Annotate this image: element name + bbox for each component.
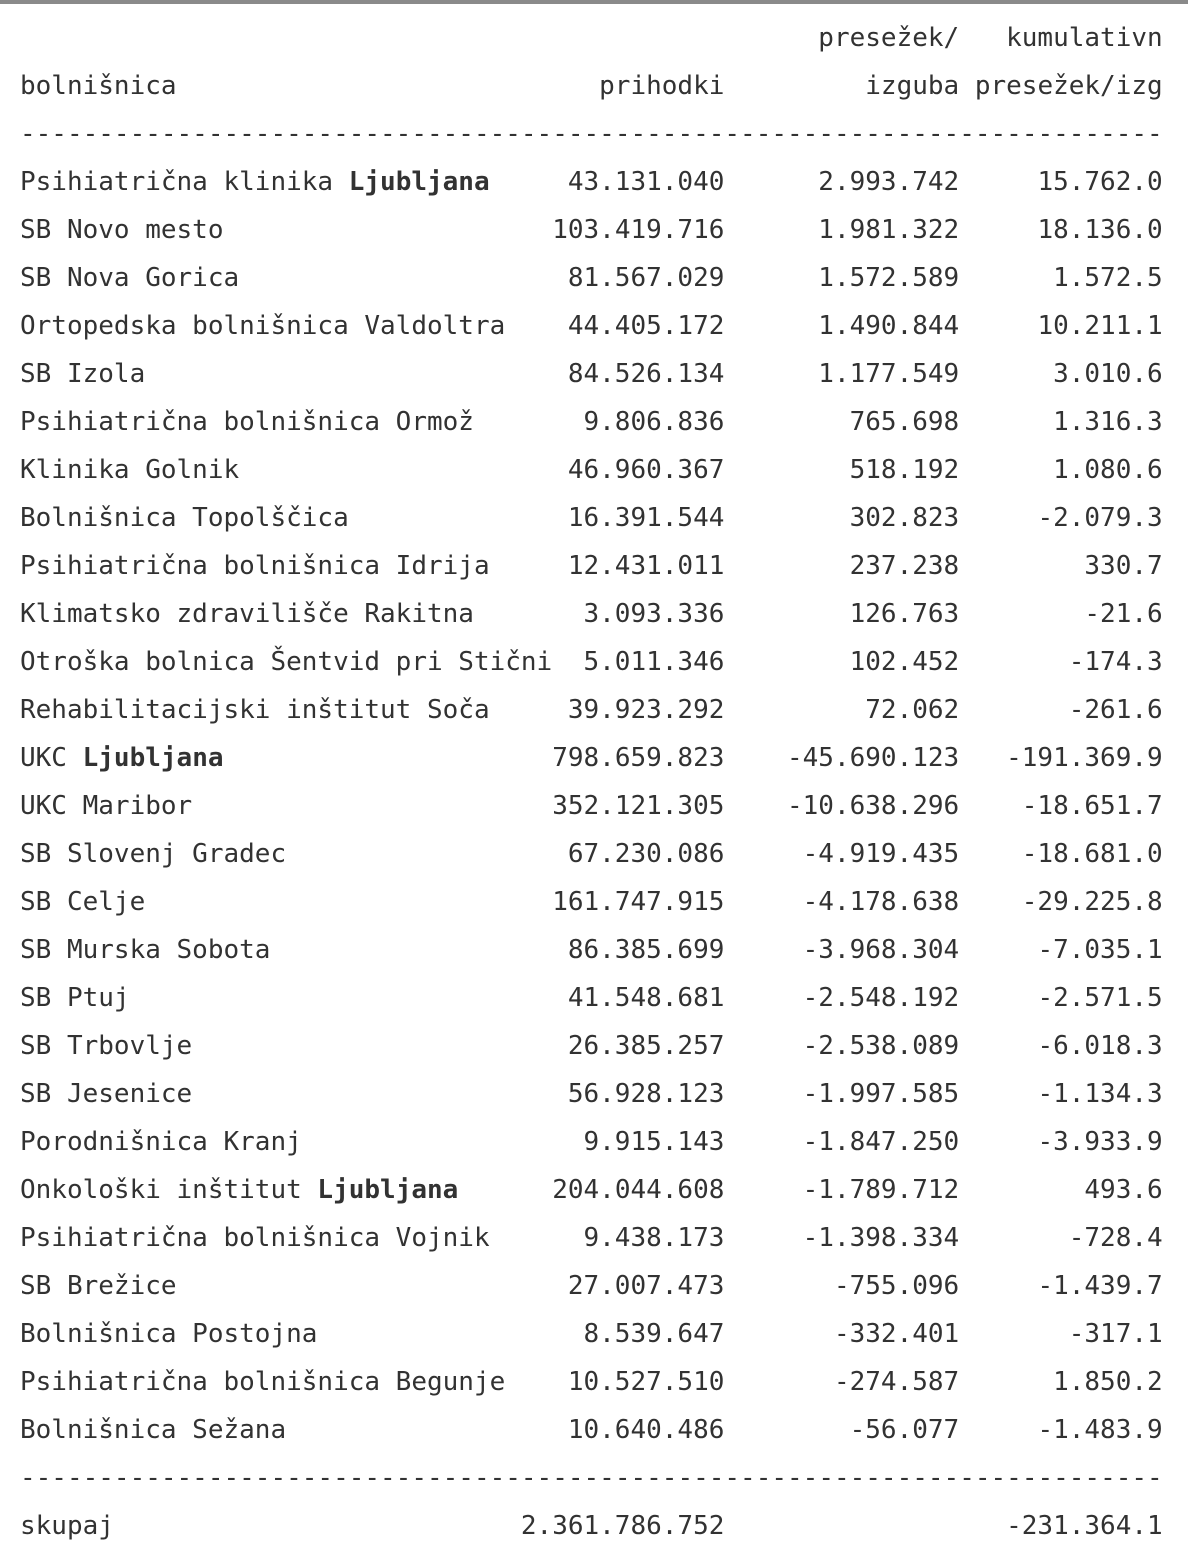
presezek-izguba-value: -45.690.123 [787, 743, 960, 773]
hospital-name-text: Psihiatrična bolnišnica Ormož [20, 407, 474, 437]
table-row [20, 398, 1168, 446]
row-cell-left [20, 158, 724, 206]
presezek-izguba-value: -2.538.089 [802, 1031, 960, 1061]
hospital-name [20, 590, 474, 638]
prihodki-value: 3.093.336 [583, 599, 725, 629]
table-row [20, 302, 1168, 350]
hospital-name [20, 398, 474, 446]
table-row [20, 1166, 1168, 1214]
kumulativ-value: 493.6 [1084, 1175, 1163, 1205]
prihodki-value: 27.007.473 [567, 1271, 725, 1301]
row-cell-left [20, 254, 724, 302]
kumulativ-value: -21.6 [1084, 599, 1163, 629]
hospital-name [20, 1166, 458, 1214]
presezek-izguba-value: -4.919.435 [802, 839, 960, 869]
prihodki-value: 41.548.681 [567, 983, 725, 1013]
presezek-izguba-value: 518.192 [849, 455, 960, 485]
hospital-name [20, 494, 349, 542]
row-cell-left [20, 1310, 724, 1358]
prihodki-value: 67.230.086 [567, 839, 725, 869]
hospital-name-text: SB Brežice [20, 1271, 177, 1301]
table-row [20, 878, 1168, 926]
kumulativ-value: -3.933.9 [1037, 1127, 1163, 1157]
row-cell-left [20, 734, 724, 782]
kumulativ-value: 10.211.1 [1037, 311, 1163, 341]
kumulativ-value: 1.080.6 [1053, 455, 1163, 485]
kumulativ-value: -6.018.3 [1037, 1031, 1163, 1061]
hospital-name-text: Ortopedska bolnišnica Valdoltra [20, 311, 506, 341]
table-row [20, 1310, 1168, 1358]
kumulativ-value: 3.010.6 [1053, 359, 1163, 389]
hospital-finance-report [0, 4, 1168, 1550]
hospital-name-text: Psihiatrična bolnišnica Idrija [20, 551, 490, 581]
row-cell-left [20, 926, 724, 974]
prihodki-value: 46.960.367 [567, 455, 725, 485]
row-cell-left [20, 1022, 724, 1070]
presezek-izguba-value: 1.572.589 [818, 263, 960, 293]
row-cell-left [20, 878, 724, 926]
prihodki-value: 86.385.699 [567, 935, 725, 965]
header-spacer [20, 14, 724, 62]
presezek-izguba-value: 1.177.549 [818, 359, 960, 389]
table-row [20, 494, 1168, 542]
hospital-name-text: SB Novo mesto [20, 215, 224, 245]
presezek-izguba-value: 72.062 [865, 695, 960, 725]
kumulativ-value: -174.3 [1068, 647, 1163, 677]
row-cell-left [20, 1070, 724, 1118]
presezek-izguba-value: 237.238 [849, 551, 960, 581]
presezek-izguba-value: 302.823 [849, 503, 960, 533]
prihodki-value: 12.431.011 [567, 551, 725, 581]
hospital-name [20, 1214, 490, 1262]
hospital-name [20, 254, 239, 302]
hospital-name-highlight: Ljubljana [82, 743, 224, 773]
row-cell-left [20, 446, 724, 494]
hospital-name-text: Bolnišnica Postojna [20, 1319, 318, 1349]
hospital-name [20, 1022, 192, 1070]
kumulativ-value: 1.572.5 [1053, 263, 1163, 293]
prihodki-value: 10.640.486 [567, 1415, 725, 1445]
row-cell-left [20, 398, 724, 446]
hospital-name-text: Klinika Golnik [20, 455, 240, 485]
hospital-name-text: SB Ptuj [20, 983, 130, 1013]
row-cell-left [20, 638, 724, 686]
hospital-name-text: UKC [20, 743, 83, 773]
prihodki-value: 26.385.257 [567, 1031, 725, 1061]
hospital-name [20, 1358, 505, 1406]
hospital-name [20, 926, 270, 974]
total-prihodki-value: 2.361.786.752 [520, 1511, 725, 1541]
kumulativ-value: -261.6 [1068, 695, 1163, 725]
hospital-name [20, 206, 224, 254]
total-cell-left [20, 1502, 724, 1550]
table-row [20, 1070, 1168, 1118]
table-row [20, 542, 1168, 590]
presezek-izguba-value: 2.993.742 [818, 167, 960, 197]
table-row [20, 830, 1168, 878]
hospital-name-text: SB Izola [20, 359, 146, 389]
col-header-prihodki: prihodki [599, 71, 725, 101]
table-row [20, 686, 1168, 734]
hospital-name-text: SB Murska Sobota [20, 935, 271, 965]
hospital-name [20, 1118, 302, 1166]
prihodki-value: 9.806.836 [583, 407, 725, 437]
total-presezek-izguba-value [724, 1502, 959, 1550]
presezek-izguba-value: -1.398.334 [802, 1223, 960, 1253]
hospital-name-highlight: Ljubljana [348, 167, 490, 197]
hospital-name [20, 542, 490, 590]
hospital-name-text: Bolnišnica Sežana [20, 1415, 287, 1445]
hospital-name-text: SB Slovenj Gradec [20, 839, 287, 869]
row-cell-left [20, 302, 724, 350]
kumulativ-value: -18.651.7 [1021, 791, 1163, 821]
hospital-name [20, 734, 224, 782]
presezek-izguba-value: -1.789.712 [802, 1175, 960, 1205]
hospital-name-text: Otroška bolnica Šentvid pri Stični [20, 647, 553, 677]
hospital-name [20, 830, 286, 878]
table-row [20, 1406, 1168, 1454]
prihodki-value: 44.405.172 [567, 311, 725, 341]
kumulativ-value: 1.316.3 [1053, 407, 1163, 437]
row-cell-left [20, 206, 724, 254]
kumulativ-value: -7.035.1 [1037, 935, 1163, 965]
hospital-name-text: Rehabilitacijski inštitut Soča [20, 695, 490, 725]
prihodki-value: 16.391.544 [567, 503, 725, 533]
table-row [20, 1358, 1168, 1406]
row-cell-left [20, 590, 724, 638]
row-cell-left [20, 974, 724, 1022]
total-kumulativ-value: -231.364.1 [1006, 1511, 1163, 1541]
row-cell-left [20, 1358, 724, 1406]
presezek-izguba-value: -274.587 [833, 1367, 960, 1397]
presezek-izguba-value: -1.997.585 [802, 1079, 960, 1109]
hospital-name-text: SB Nova Gorica [20, 263, 240, 293]
table-row [20, 926, 1168, 974]
prihodki-value: 5.011.346 [583, 647, 725, 677]
table-row [20, 590, 1168, 638]
presezek-izguba-value: -10.638.296 [787, 791, 960, 821]
hospital-name [20, 782, 192, 830]
kumulativ-value: -2.079.3 [1037, 503, 1163, 533]
kumulativ-value: 1.850.2 [1053, 1367, 1163, 1397]
row-cell-left [20, 686, 724, 734]
table-row [20, 206, 1168, 254]
header-row-upper [20, 14, 1168, 62]
kumulativ-value: 18.136.0 [1037, 215, 1163, 245]
table-body [20, 158, 1168, 1454]
kumulativ-value: 15.762.0 [1037, 167, 1163, 197]
hospital-name [20, 1406, 286, 1454]
prihodki-value: 81.567.029 [567, 263, 725, 293]
hospital-name [20, 1310, 317, 1358]
hospital-name [20, 302, 505, 350]
separator-top: ------------------------------------------------------------------------- [20, 119, 1163, 149]
kumulativ-value: -29.225.8 [1021, 887, 1163, 917]
table-row [20, 1022, 1168, 1070]
presezek-izguba-value: -1.847.250 [802, 1127, 960, 1157]
hospital-name-text: Onkološki inštitut [20, 1175, 318, 1205]
presezek-izguba-value: -56.077 [849, 1415, 960, 1445]
row-cell-left [20, 830, 724, 878]
col-header-kumulativ-line2: presežek/izg [974, 71, 1163, 101]
row-cell-left [20, 1214, 724, 1262]
hospital-name-text: SB Celje [20, 887, 146, 917]
presezek-izguba-value: 765.698 [849, 407, 960, 437]
kumulativ-value: -1.439.7 [1037, 1271, 1163, 1301]
col-header-presezek-line1: presežek/ [818, 23, 960, 53]
presezek-izguba-value: -755.096 [833, 1271, 960, 1301]
presezek-izguba-value: 1.490.844 [818, 311, 960, 341]
header-cell-left [20, 62, 724, 110]
presezek-izguba-value: -3.968.304 [802, 935, 960, 965]
hospital-name [20, 350, 145, 398]
hospital-name-text: Klimatsko zdravilišče Rakitna [20, 599, 474, 629]
prihodki-value: 9.915.143 [583, 1127, 725, 1157]
hospital-name-text: Bolnišnica Topolščica [20, 503, 349, 533]
hospital-name [20, 1262, 177, 1310]
table-row [20, 350, 1168, 398]
kumulativ-value: 330.7 [1084, 551, 1163, 581]
presezek-izguba-value: -4.178.638 [802, 887, 960, 917]
row-cell-left [20, 350, 724, 398]
hospital-name-text: Psihiatrična bolnišnica Begunje [20, 1367, 506, 1397]
prihodki-value: 103.419.716 [552, 215, 725, 245]
table-row [20, 446, 1168, 494]
presezek-izguba-value: -332.401 [833, 1319, 960, 1349]
table-row [20, 254, 1168, 302]
kumulativ-value: -1.134.3 [1037, 1079, 1163, 1109]
presezek-izguba-value: 126.763 [849, 599, 960, 629]
hospital-name [20, 638, 552, 686]
hospital-name-highlight: Ljubljana [317, 1175, 459, 1205]
row-cell-left [20, 1166, 724, 1214]
table-row [20, 1118, 1168, 1166]
kumulativ-value: -1.483.9 [1037, 1415, 1163, 1445]
col-header-kumulativ-line1: kumulativn [1006, 23, 1163, 53]
row-cell-left [20, 1262, 724, 1310]
prihodki-value: 161.747.915 [552, 887, 725, 917]
presezek-izguba-value: -2.548.192 [802, 983, 960, 1013]
hospital-name-text: Psihiatrična klinika [20, 167, 349, 197]
hospital-name-text: SB Trbovlje [20, 1031, 193, 1061]
prihodki-value: 84.526.134 [567, 359, 725, 389]
separator-bottom: ------------------------------------------------------------------------- [20, 1463, 1163, 1493]
hospital-name-text: Porodnišnica Kranj [20, 1127, 302, 1157]
kumulativ-value: -2.571.5 [1037, 983, 1163, 1013]
prihodki-value: 39.923.292 [567, 695, 725, 725]
row-cell-left [20, 542, 724, 590]
prihodki-value: 8.539.647 [583, 1319, 725, 1349]
table-row [20, 1214, 1168, 1262]
prihodki-value: 352.121.305 [552, 791, 725, 821]
hospital-name-text: Psihiatrična bolnišnica Vojnik [20, 1223, 490, 1253]
hospital-name-text: UKC Maribor [20, 791, 193, 821]
total-row [20, 1502, 1168, 1550]
hospital-name [20, 1070, 192, 1118]
table-row [20, 974, 1168, 1022]
hospital-name [20, 974, 130, 1022]
table-row [20, 1262, 1168, 1310]
prihodki-value: 43.131.040 [567, 167, 725, 197]
row-cell-left [20, 1118, 724, 1166]
header-row-lower [20, 62, 1168, 110]
col-header-bolnisnica: bolnišnica [20, 71, 177, 101]
col-header-presezek-line2: izguba [865, 71, 960, 101]
hospital-name [20, 686, 490, 734]
row-cell-left [20, 1406, 724, 1454]
row-cell-left [20, 494, 724, 542]
prihodki-value: 10.527.510 [567, 1367, 725, 1397]
prihodki-value: 798.659.823 [552, 743, 725, 773]
row-cell-left [20, 782, 724, 830]
table-row [20, 158, 1168, 206]
table-row [20, 734, 1168, 782]
hospital-name-text: SB Jesenice [20, 1079, 193, 1109]
kumulativ-value: -191.369.9 [1006, 743, 1163, 773]
total-label: skupaj [20, 1511, 114, 1541]
prihodki-value: 56.928.123 [567, 1079, 725, 1109]
kumulativ-value: -317.1 [1068, 1319, 1163, 1349]
prihodki-value: 9.438.173 [583, 1223, 725, 1253]
prihodki-value: 204.044.608 [552, 1175, 725, 1205]
presezek-izguba-value: 102.452 [849, 647, 960, 677]
kumulativ-value: -728.4 [1068, 1223, 1163, 1253]
hospital-name [20, 446, 239, 494]
kumulativ-value: -18.681.0 [1021, 839, 1163, 869]
hospital-name [20, 158, 490, 206]
table-row [20, 638, 1168, 686]
hospital-name [20, 878, 145, 926]
presezek-izguba-value: 1.981.322 [818, 215, 960, 245]
table-row [20, 782, 1168, 830]
